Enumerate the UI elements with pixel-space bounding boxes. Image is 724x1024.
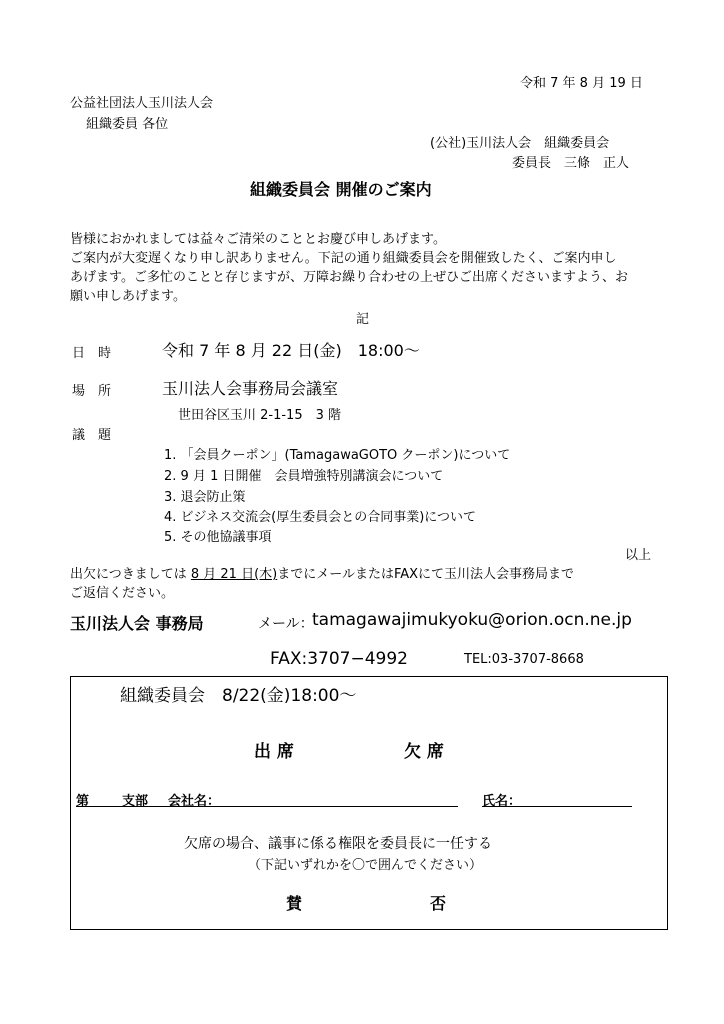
absent-option[interactable]: 欠 席 xyxy=(404,742,444,762)
fax-number: FAX:3707−4992 xyxy=(270,649,408,669)
place-value: 玉川法人会事務局会議室 xyxy=(162,379,339,398)
intro-line: あげます。ご多忙のことと存じますが、万障お繰り合わせの上ぜひご出席くださいますよう、お xyxy=(70,270,628,285)
sender-organization: (公社)玉川法人会 組織委員会 xyxy=(430,136,610,151)
document-date: 令和 7 年 8 月 19 日 xyxy=(520,76,643,91)
intro-line: ご案内が大変遅くなり申し訳ありません。下記の通り組織委員会を開催致したく、ご案内申し xyxy=(70,251,617,266)
intro-line: 皆様におかれましては益々ご清栄のこととお慶び申しあげます。 xyxy=(70,232,446,247)
sender-person: 委員長 三條 正人 xyxy=(512,156,630,171)
intro-line: 願い申しあげます。 xyxy=(70,289,186,304)
attend-option[interactable]: 出 席 xyxy=(254,742,294,762)
delegate-text: 欠席の場合、議事に係る権限を委員長に一任する xyxy=(184,836,492,852)
tel-number: TEL:03-3707-8668 xyxy=(464,652,584,667)
place-address: 世田谷区玉川 2-1-15 3 階 xyxy=(178,408,342,423)
agenda-item: 1. 「会員クーポン」(TamagawaGOTO クーポン)について xyxy=(164,448,511,463)
date-label: 日 時 xyxy=(72,346,112,361)
ki-label: 記 xyxy=(356,312,370,327)
email-address[interactable]: tamagawajimukyoku@orion.ocn.ne.jp xyxy=(312,610,632,630)
ijo-label: 以上 xyxy=(625,548,652,563)
reply-deadline: 8 月 21 日(木) xyxy=(190,567,278,582)
agenda-item: 2. 9 月 1 日開催 会員増強特別講演会について xyxy=(164,469,444,484)
recipient-members: 組織委員 各位 xyxy=(86,117,169,132)
person-name-label: 氏名： xyxy=(482,794,522,809)
agenda-item: 5. その他協議事項 xyxy=(164,530,272,545)
document-title: 組織委員会 開催のご案内 xyxy=(250,180,432,199)
disagree-option[interactable]: 否 xyxy=(430,894,447,913)
email-label: メール： xyxy=(258,616,314,632)
reply-pre: 出欠につきましては xyxy=(70,567,191,582)
dai-label: 第 xyxy=(76,794,90,809)
company-name-label: 会社名： xyxy=(168,794,221,809)
form-title: 組織委員会 8/22(金)18:00〜 xyxy=(120,686,357,706)
date-value: 令和 7 年 8 月 22 日(金) 18:00〜 xyxy=(162,341,420,360)
agree-option[interactable]: 賛 xyxy=(286,894,303,913)
shibu-label: 支部 xyxy=(122,794,149,809)
agenda-item: 4. ビジネス交流会(厚生委員会との合同事業)について xyxy=(164,510,477,525)
recipient-organization: 公益社団法人玉川法人会 xyxy=(70,96,214,111)
reply-post: までにメールまたはFAXにて玉川法人会事務局まで xyxy=(277,567,575,582)
company-name-field[interactable] xyxy=(76,806,458,807)
reply-line xyxy=(70,563,574,582)
reply-line-2: ご返信ください。 xyxy=(70,586,175,601)
delegate-note: （下記いずれかを〇で囲んでください） xyxy=(248,858,483,873)
person-name-field[interactable] xyxy=(482,806,632,807)
intro-paragraph xyxy=(70,230,670,306)
reply-form xyxy=(70,676,668,930)
agenda-item: 3. 退会防止策 xyxy=(164,490,246,505)
place-label: 場 所 xyxy=(72,384,112,399)
office-name: 玉川法人会 事務局 xyxy=(70,614,204,633)
agenda-label: 議 題 xyxy=(72,428,112,443)
